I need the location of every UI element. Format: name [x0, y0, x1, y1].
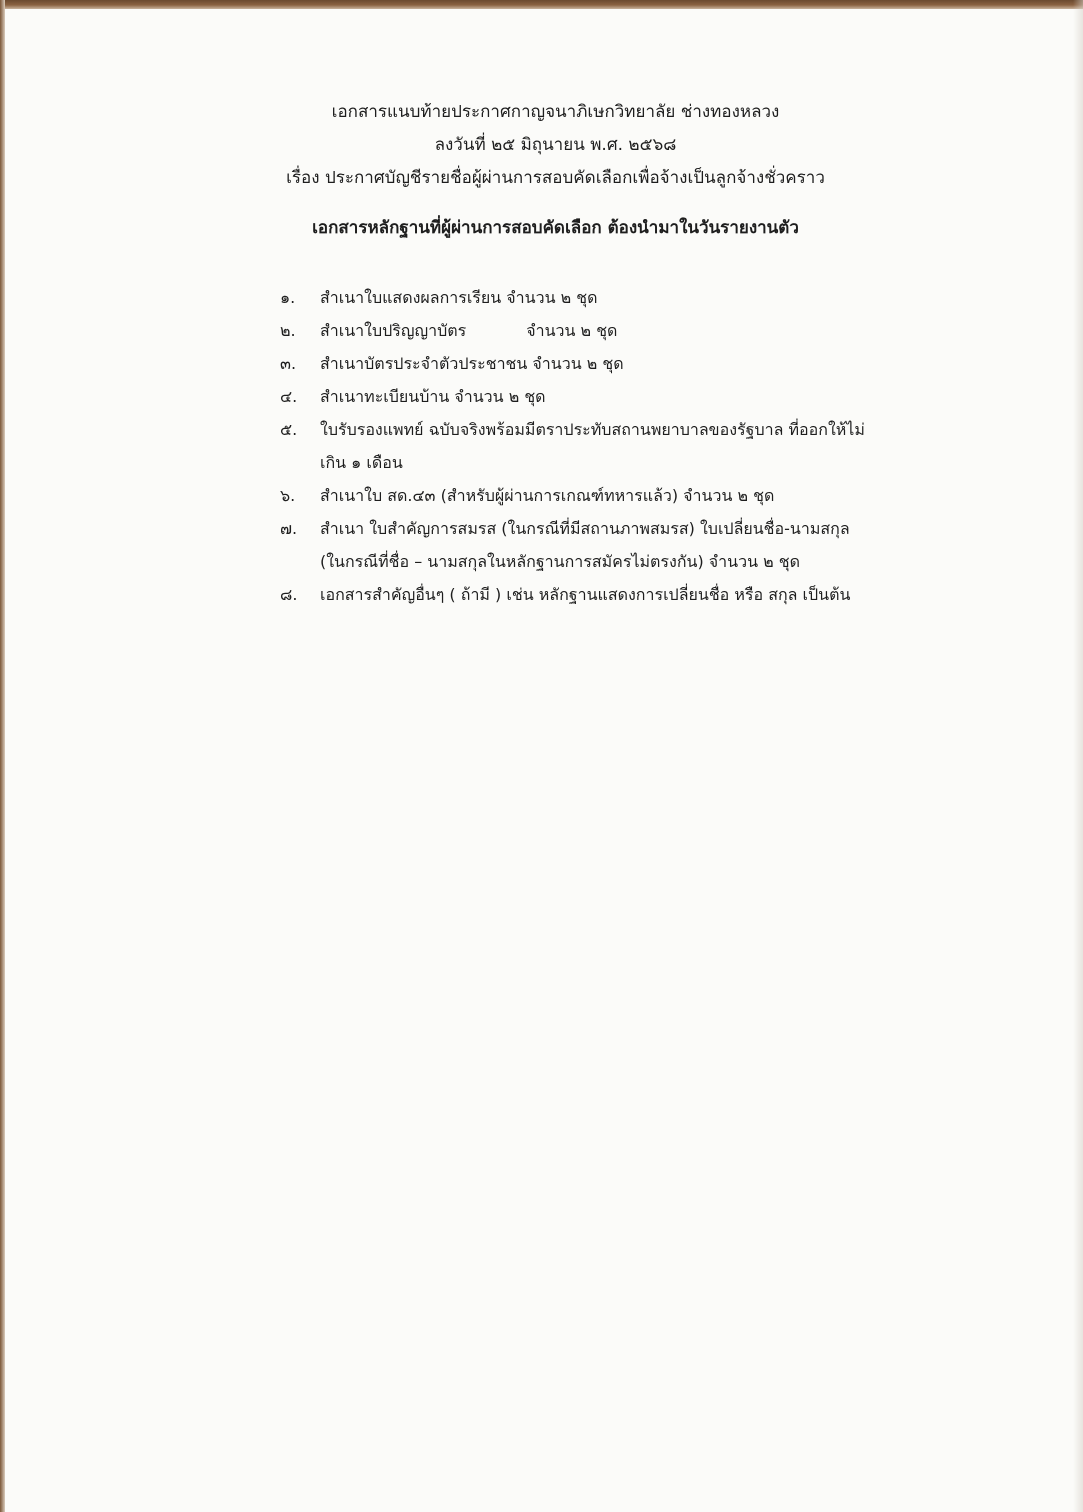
item-text: เอกสารสำคัญอื่นๆ ( ถ้ามี ) เช่น หลักฐานแสดงการเปลี่ยนชื่อ หรือ สกุล เป็นต้น: [320, 585, 851, 604]
item-text-line: ใบรับรองแพทย์ ฉบับจริงพร้อมมีตราประทับสถานพยาบาลของรัฐบาล ที่ออกให้ไม่: [320, 420, 865, 439]
item-text: สำเนาทะเบียนบ้าน จำนวน ๒ ชุด: [320, 387, 546, 406]
list-item: [280, 281, 960, 314]
list-item: [280, 380, 960, 413]
item-number: ๕.: [280, 420, 298, 439]
list-item: [280, 512, 960, 578]
item-number: ๘.: [280, 585, 298, 604]
list-item: [280, 347, 960, 380]
header-attachment-line: เอกสารแนบท้ายประกาศกาญจนาภิเษกวิทยาลัย ช่างทองหลวง: [331, 102, 780, 122]
item-text-line: สำเนา ใบสำคัญการสมรส (ในกรณีที่มีสถานภาพสมรส) ใบเปลี่ยนชื่อ-นามสกุล: [320, 519, 850, 538]
item-text: สำเนาใบแสดงผลการเรียน จำนวน ๒ ชุด: [320, 288, 598, 307]
item-text-line: เกิน ๑ เดือน: [320, 453, 403, 472]
list-item: [280, 314, 960, 347]
item-number: ๓.: [280, 354, 297, 373]
table-edge-top: [0, 0, 1083, 9]
item-amount: จำนวน ๒ ชุด: [526, 321, 618, 340]
list-item: [280, 413, 960, 479]
item-text: สำเนาบัตรประจำตัวประชาชน จำนวน ๒ ชุด: [320, 354, 624, 373]
item-number: ๒.: [280, 321, 296, 340]
item-number: ๑.: [280, 288, 296, 307]
item-number: ๖.: [280, 486, 296, 505]
list-item: [280, 578, 960, 611]
header-subject-line: เรื่อง ประกาศบัญชีรายชื่อผู้ผ่านการสอบคัดเลือกเพื่อจ้างเป็นลูกจ้างชั่วคราว: [286, 168, 825, 188]
list-item: [280, 479, 960, 512]
item-number: ๔.: [280, 387, 298, 406]
item-number: ๗.: [280, 519, 298, 538]
required-documents-list: [280, 281, 960, 611]
item-text-line: (ในกรณีที่ชื่อ – นามสกุลในหลักฐานการสมัครไม่ตรงกัน) จำนวน ๒ ชุด: [320, 552, 800, 571]
document-header: [0, 96, 1083, 195]
item-text: สำเนาใบปริญญาบัตร: [320, 321, 467, 340]
item-text: สำเนาใบ สด.๔๓ (สำหรับผู้ผ่านการเกณฑ์ทหารแล้ว) จำนวน ๒ ชุด: [320, 486, 775, 505]
header-date-line: ลงวันที่ ๒๕ มิถุนายน พ.ศ. ๒๕๖๘: [434, 135, 677, 155]
section-title: เอกสารหลักฐานที่ผู้ผ่านการสอบคัดเลือก ต้องนำมาในวันรายงานตัว: [312, 218, 799, 238]
